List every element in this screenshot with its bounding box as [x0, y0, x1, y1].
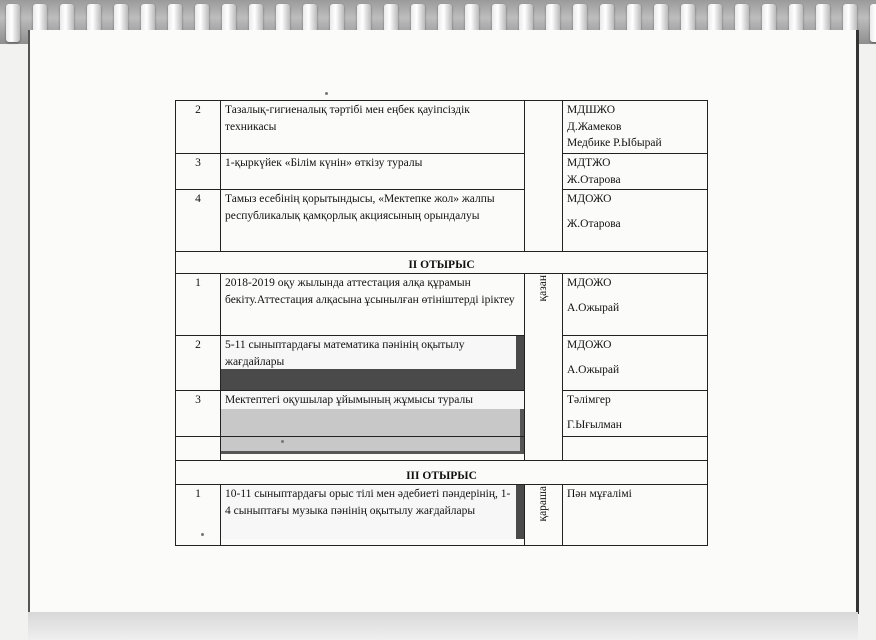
- table-row: [176, 391, 708, 437]
- section-header: [176, 252, 708, 274]
- table-row: [176, 336, 708, 391]
- row-responsible: МДШЖО Д.Жамеков Медбике Р.Ыбырай: [563, 101, 708, 154]
- row-topic: 10-11 сыныптардағы орыс тілі мен әдебиеті пәндерінің, 1-4 сыныптағы музыка пәнінің оқытылу жағдайлары: [221, 485, 525, 546]
- scan-speck: [281, 440, 284, 443]
- row-number: 1: [176, 274, 221, 336]
- binder-ring: [6, 4, 20, 42]
- month-cell: [525, 274, 563, 461]
- section-title: III ОТЫРЫС: [176, 461, 708, 485]
- row-topic: 5-11 сыныптардағы математика пәнінің оқытылу жағдайлары: [221, 336, 525, 391]
- binder-ring: [870, 4, 876, 42]
- row-topic: Мектептегі оқушылар ұйымының жұмысы туралы: [221, 391, 525, 437]
- month-label: қараша: [537, 486, 550, 522]
- section-title: II ОТЫРЫС: [176, 252, 708, 274]
- empty-cell: [221, 437, 525, 461]
- empty-cell: [563, 437, 708, 461]
- row-topic: Тамыз есебінің қорытындысы, «Мектепке жол» жалпы республикалық қамқорлық акциясының орындалуы: [221, 190, 525, 252]
- table-row: [176, 485, 708, 546]
- meeting-plan-table: [175, 100, 708, 546]
- row-responsible: Пән мұғалімі: [563, 485, 708, 546]
- row-number: 3: [176, 154, 221, 190]
- table-row: [176, 101, 708, 154]
- row-number: 3: [176, 391, 221, 437]
- page-shadow: [28, 612, 858, 640]
- row-number: 2: [176, 336, 221, 391]
- row-topic: Тазалық-гигиеналық тәртібі мен еңбек қауіпсіздік техникасы: [221, 101, 525, 154]
- table-row: [176, 190, 708, 252]
- month-label: қазан: [537, 275, 550, 302]
- section-header: [176, 461, 708, 485]
- row-number: 4: [176, 190, 221, 252]
- empty-cell: [176, 437, 221, 461]
- row-responsible: Тәлімгер Г.Ығылман: [563, 391, 708, 437]
- month-cell: [525, 485, 563, 546]
- scan-speck: [325, 92, 328, 95]
- row-responsible: МДОЖО А.Ожырай: [563, 336, 708, 391]
- table-row: [176, 154, 708, 190]
- month-cell: [525, 101, 563, 252]
- row-topic: 1-қыркүйек «Білім күнін» өткізу туралы: [221, 154, 525, 190]
- row-topic: 2018-2019 оқу жылында аттестация алқа құрамын бекіту.Аттестация алқасына ұсынылған өтініштерді іріктеу: [221, 274, 525, 336]
- table-row: [176, 274, 708, 336]
- row-responsible: МДОЖО А.Ожырай: [563, 274, 708, 336]
- row-number: 2: [176, 101, 221, 154]
- row-responsible: МДТЖО Ж.Отарова: [563, 154, 708, 190]
- row-number: 1: [176, 485, 221, 546]
- table-row: [176, 437, 708, 461]
- row-responsible: МДОЖО Ж.Отарова: [563, 190, 708, 252]
- scan-speck: [201, 533, 204, 536]
